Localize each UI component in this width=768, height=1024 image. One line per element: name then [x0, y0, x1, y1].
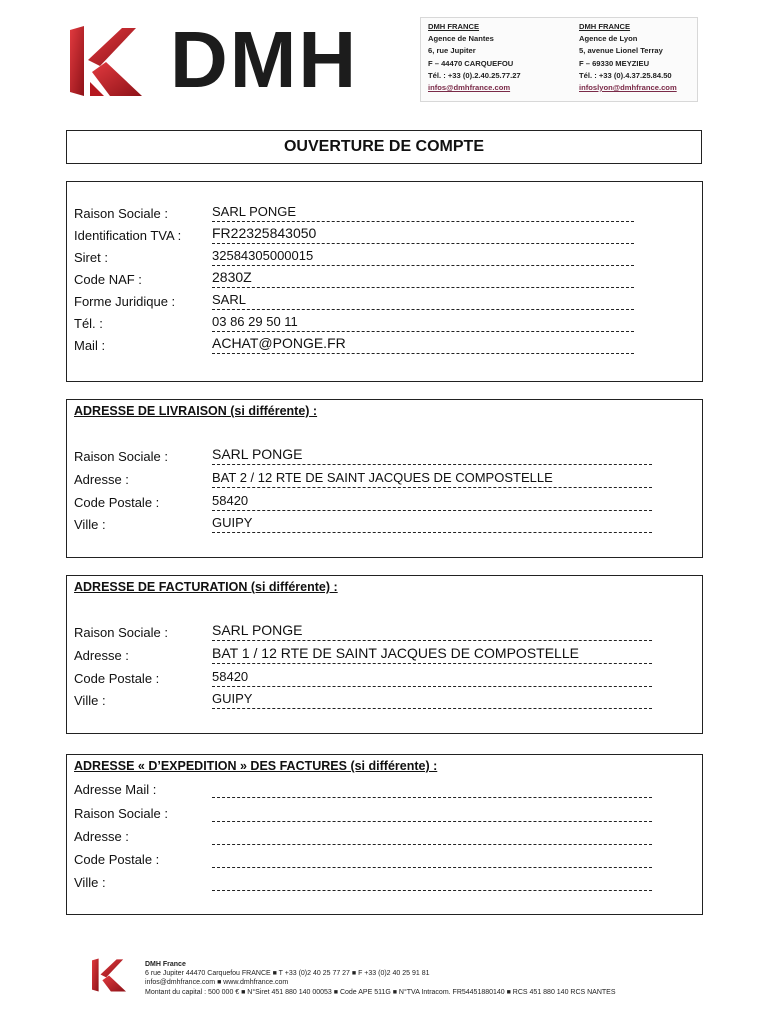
contact-box — [420, 17, 698, 102]
mail-field[interactable] — [212, 337, 634, 354]
delivery-postal-code-field[interactable] — [212, 494, 652, 511]
field-value: GUIPY — [212, 691, 253, 706]
dispatch-address-field[interactable] — [212, 828, 652, 845]
billing-raison-sociale-field[interactable] — [212, 624, 652, 641]
billing-city-field[interactable] — [212, 692, 652, 709]
footer — [145, 960, 616, 997]
field-value: SARL PONGE — [212, 622, 303, 638]
agency-nantes — [428, 21, 521, 94]
dispatch-postal-code-field[interactable] — [212, 851, 652, 868]
field-value: FR22325843050 — [212, 225, 317, 241]
field-value: GUIPY — [212, 515, 253, 530]
footer-web: infos@dmhfrance.com ■ www.dmhfrance.com — [145, 979, 289, 987]
dispatch-email-field[interactable] — [212, 781, 652, 798]
agency-lyon — [579, 21, 677, 94]
agency-street: 6, rue Jupiter — [428, 46, 476, 56]
field-label: Ville : — [74, 875, 106, 890]
field-value: BAT 1 / 12 RTE DE SAINT JACQUES DE COMPOSTELLE — [212, 645, 579, 661]
field-label: Code Postale : — [74, 671, 160, 686]
agency-city: F – 69330 MEYZIEU — [579, 58, 650, 68]
section-title: ADRESSE « D’EXPEDITION » DES FACTURES (si différente) : — [74, 759, 438, 773]
field-label: Raison Sociale : — [74, 449, 168, 464]
dmh-logo-text: DMH — [170, 15, 359, 104]
agency-email-link[interactable]: infoslyon@dmhfrance.com — [579, 83, 677, 93]
field-label: Code Postale : — [74, 495, 160, 510]
invoice-dispatch-section — [66, 754, 703, 915]
field-label: Forme Juridique : — [74, 294, 176, 309]
field-label: Code Postale : — [74, 852, 160, 867]
field-value: BAT 2 / 12 RTE DE SAINT JACQUES DE COMPOSTELLE — [212, 470, 553, 485]
tel-field[interactable] — [212, 315, 634, 332]
field-label: Raison Sociale : — [74, 806, 168, 821]
field-value: ACHAT@PONGE.FR — [212, 335, 346, 351]
field-label: Adresse Mail : — [74, 782, 157, 797]
field-value: 32584305000015 — [212, 248, 314, 263]
agency-phone: Tél. : +33 (0).2.40.25.77.27 — [428, 70, 521, 80]
tva-field[interactable] — [212, 227, 634, 244]
page-title: OUVERTURE DE COMPTE — [66, 130, 702, 164]
agency-name: DMH FRANCE — [579, 22, 631, 31]
field-value: 2830Z — [212, 269, 252, 285]
dispatch-raison-sociale-field[interactable] — [212, 805, 652, 822]
footer-company: DMH France — [145, 961, 186, 968]
agency-label: Agence de Lyon — [579, 34, 638, 44]
agency-email-link[interactable]: infos@dmhfrance.com — [428, 83, 511, 93]
field-label: Tél. : — [74, 316, 103, 331]
field-label: Ville : — [74, 517, 106, 532]
agency-phone: Tél. : +33 (0).4.37.25.84.50 — [579, 70, 672, 80]
section-title: ADRESSE DE LIVRAISON (si différente) : — [74, 404, 318, 418]
raison-sociale-field[interactable] — [212, 205, 634, 222]
field-value: 58420 — [212, 669, 249, 684]
field-label: Code NAF : — [74, 272, 142, 287]
section-title: ADRESSE DE FACTURATION (si différente) : — [74, 580, 338, 594]
billing-postal-code-field[interactable] — [212, 670, 652, 687]
field-label: Raison Sociale : — [74, 206, 168, 221]
field-label: Adresse : — [74, 829, 129, 844]
agency-label: Agence de Nantes — [428, 34, 494, 44]
field-value: SARL PONGE — [212, 446, 303, 462]
delivery-raison-sociale-field[interactable] — [212, 448, 652, 465]
dispatch-city-field[interactable] — [212, 874, 652, 891]
agency-name: DMH FRANCE — [428, 22, 480, 31]
delivery-city-field[interactable] — [212, 516, 652, 533]
forme-juridique-field[interactable] — [212, 293, 634, 310]
agency-street: 5, avenue Lionel Terray — [579, 46, 663, 56]
field-value: 58420 — [212, 493, 249, 508]
field-label: Adresse : — [74, 648, 129, 663]
field-label: Mail : — [74, 338, 106, 353]
field-label: Identification TVA : — [74, 228, 182, 243]
dmh-footer-logo-icon — [92, 958, 126, 992]
field-label: Ville : — [74, 693, 106, 708]
field-label: Adresse : — [74, 472, 129, 487]
field-label: Raison Sociale : — [74, 625, 168, 640]
delivery-address-field[interactable] — [212, 471, 652, 488]
footer-address: 6 rue Jupiter 44470 Carquefou FRANCE ■ T +33 (0)2 40 25 77 27 ■ F +33 (0)2 40 25 91 81 — [145, 970, 430, 978]
field-value: SARL PONGE — [212, 204, 297, 219]
delivery-section — [66, 399, 703, 558]
company-section — [66, 181, 703, 382]
field-value: SARL — [212, 292, 246, 307]
footer-legal: Montant du capital : 500 000 € ■ N°Siret 451 880 140 00053 ■ Code APE 511G ■ N°TVA Intracom. FR54451880140 ■ RCS 451 880 140 RCS NANTES — [145, 988, 616, 996]
siret-field[interactable] — [212, 249, 634, 266]
billing-address-field[interactable] — [212, 647, 652, 664]
field-value: 03 86 29 50 11 — [212, 314, 298, 329]
field-label: Siret : — [74, 250, 108, 265]
dmh-logo-mark-icon — [70, 26, 142, 96]
code-naf-field[interactable] — [212, 271, 634, 288]
agency-city: F – 44470 CARQUEFOU — [428, 58, 514, 68]
billing-section — [66, 575, 703, 734]
